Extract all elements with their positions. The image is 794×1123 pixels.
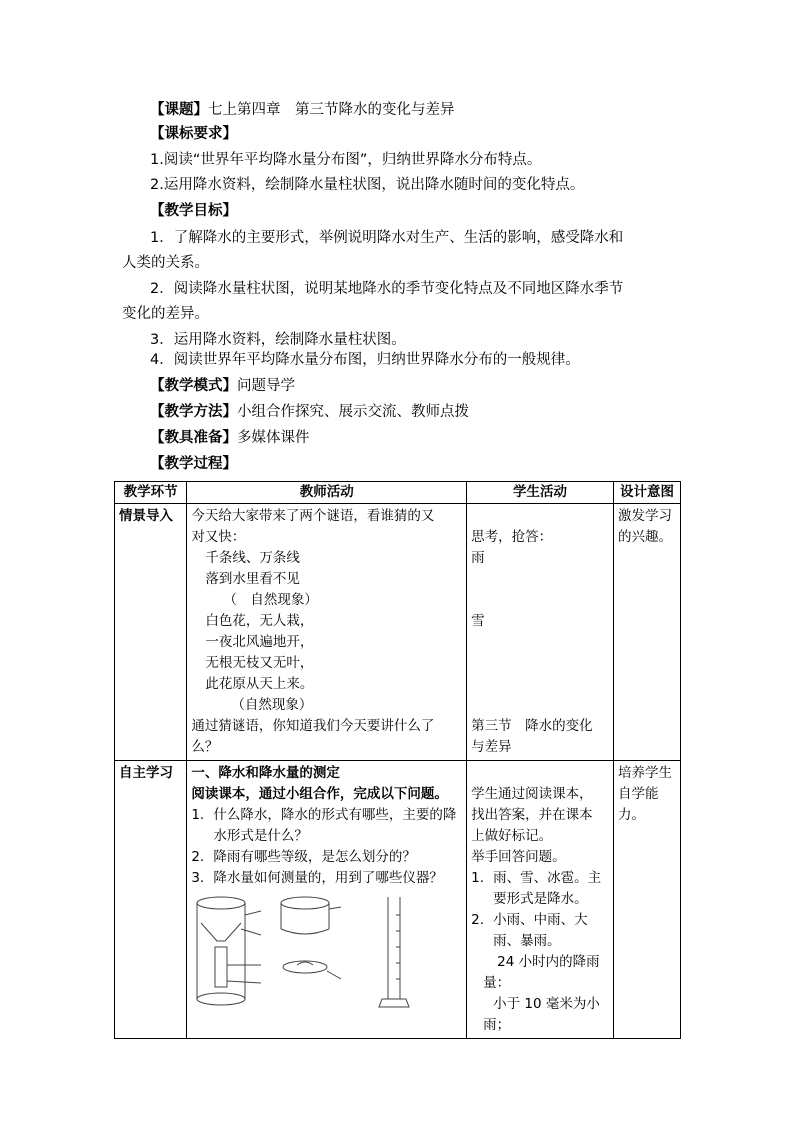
goal-3: 3．运用降水资料，绘制降水量柱状图。 (150, 332, 406, 348)
topic-text: 七上第四章 第三节降水的变化与差异 (208, 102, 455, 118)
goal-2-line-2: 变化的差异。 (122, 306, 209, 322)
teacher-activity-self-study (187, 761, 467, 1039)
topic-line (150, 100, 455, 120)
answer-extra-line: 小于 10 毫米为小 (493, 996, 600, 1012)
student-activity-self-study (467, 761, 614, 1039)
standard-item-1: 1.阅读“世界年平均降水量分布图”，归纳世界降水分布特点。 (150, 152, 542, 168)
method-text: 小组合作探究、展示交流、教师点拨 (237, 404, 469, 420)
table-header-row (115, 482, 681, 504)
student-line: 学生通过阅读课本， (471, 786, 593, 802)
header-student: 学生活动 (467, 482, 614, 504)
question-item: 3. 降水量如何测量的，用到了哪些仪器？ (191, 870, 443, 886)
standard-item-2: 2.运用降水资料，绘制降水量柱状图，说出降水随时间的变化特点。 (150, 177, 585, 193)
riddle-hint: （ 自然现象） (223, 592, 318, 608)
riddle-line: 无根无枝又无叶， (205, 655, 314, 671)
section-heading: 一、降水和降水量的测定 (191, 765, 340, 781)
teacher-activity-intro (187, 504, 467, 761)
rain-gauge-icon (191, 895, 371, 1013)
riddle-line: 千条线、万条线 (205, 550, 300, 566)
header-intent: 设计意图 (613, 482, 680, 504)
goals-heading: 【教学目标】 (150, 203, 237, 219)
goal-1-line-2: 人类的关系。 (122, 255, 209, 271)
process-heading: 【教学过程】 (150, 456, 237, 472)
student-line: 上做好标记。 (471, 828, 553, 844)
riddle-line: 落到水里看不见 (205, 571, 300, 587)
student-activity-intro (467, 504, 614, 761)
lesson-process-table (114, 481, 681, 1039)
mode-line (150, 376, 295, 396)
tools-text: 多媒体课件 (237, 430, 310, 446)
table-row (115, 504, 681, 761)
student-think: 思考，抢答： (471, 529, 553, 545)
tools-line (150, 428, 310, 448)
rain-gauge-figure (191, 895, 462, 1013)
mode-label: 【教学模式】 (150, 378, 237, 394)
student-topic-line-1: 第三节 降水的变化 (471, 718, 593, 734)
question-item: 2. 降雨有哪些等级，是怎么划分的？ (191, 849, 416, 865)
teacher-line: 么？ (191, 739, 219, 755)
section-instruction: 阅读课本，通过小组合作，完成以下问题。 (191, 786, 448, 802)
answer-item: 1. 雨、雪、冰雹。主要形式是降水。 (471, 870, 602, 907)
table-row (115, 761, 681, 1039)
method-line (150, 402, 469, 422)
stage-intro: 情景导入 (115, 504, 187, 761)
tools-label: 【教具准备】 (150, 430, 237, 446)
goal-1-line-1: 1．了解降水的主要形式，举例说明降水对生产、生活的影响，感受降水和 (150, 230, 624, 246)
student-answer-snow: 雪 (471, 613, 485, 629)
student-line: 举手回答问题。 (471, 849, 566, 865)
riddle-line: 此花原从天上来。 (205, 676, 314, 692)
intent-intro: 激发学习的兴趣。 (613, 504, 680, 761)
header-teacher: 教师活动 (187, 482, 467, 504)
answer-item: 2. 小雨、中雨、大雨、暴雨。 (471, 912, 588, 949)
measuring-cylinder-icon (376, 895, 412, 1013)
topic-label: 【课题】 (150, 102, 208, 118)
teacher-line: 今天给大家带来了两个谜语，看谁猜的又 (191, 508, 435, 524)
mode-text: 问题导学 (237, 378, 295, 394)
riddle-line: 白色花，无人栽， (205, 613, 314, 629)
goal-4: 4．阅读世界年平均降水量分布图，归纳世界降水分布的一般规律。 (150, 352, 580, 368)
standard-heading: 【课标要求】 (150, 126, 237, 142)
header-stage: 教学环节 (115, 482, 187, 504)
answer-extra-line: 雨； (483, 1017, 511, 1033)
student-line: 找出答案，并在课本 (471, 807, 593, 823)
goal-2-line-1: 2．阅读降水量柱状图，说明某地降水的季节变化特点及不同地区降水季节 (150, 281, 624, 297)
teacher-line: 通过猜谜语，你知道我们今天要讲什么了 (191, 718, 435, 734)
method-label: 【教学方法】 (150, 404, 237, 420)
riddle-line: 一夜北风遍地开， (205, 634, 314, 650)
student-topic-line-2: 与差异 (471, 739, 512, 755)
student-answer-rain: 雨 (471, 550, 485, 566)
teacher-line: 对又快： (191, 529, 246, 545)
answer-extra-line: 24 小时内的降雨 (497, 954, 600, 970)
riddle-hint: （自然现象） (231, 697, 313, 713)
intent-self-study: 培养学生自学能力。 (613, 761, 680, 1039)
question-item: 1. 什么降水，降水的形式有哪些，主要的降水形式是什么？ (191, 807, 457, 844)
answer-extra-line: 量： (483, 975, 511, 991)
stage-self-study: 自主学习 (115, 761, 187, 1039)
